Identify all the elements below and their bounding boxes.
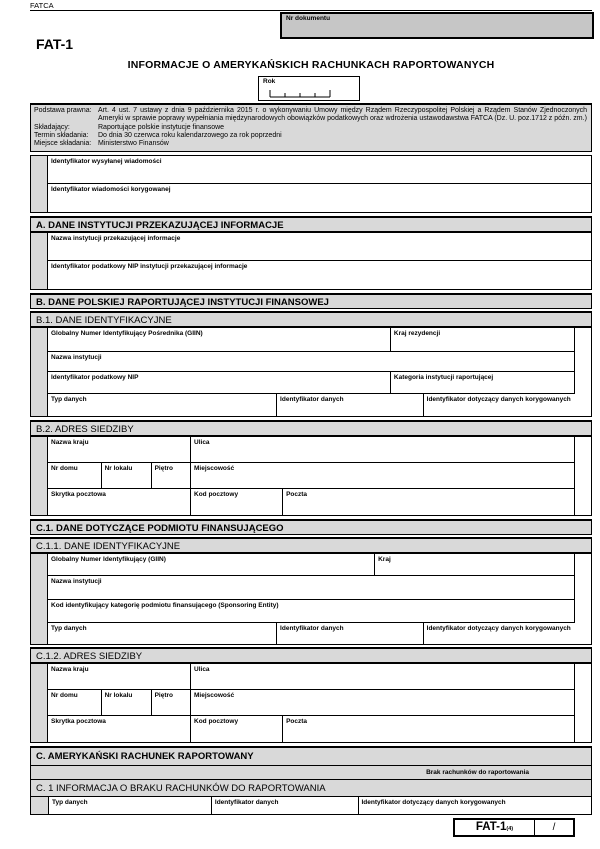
sent-message-id-label: Identyfikator wysyłanej wiadomości (51, 157, 162, 165)
section-c-1-header: C. 1 INFORMACJA O BRAKU RACHUNKÓW DO RAPORTOWANIA (31, 779, 591, 796)
b2-country-label: Nazwa kraju (51, 438, 89, 446)
b2-zip-label: Kod pocztowy (194, 490, 239, 498)
b1-data-corrected-field[interactable] (423, 394, 591, 416)
year-field[interactable] (258, 76, 360, 101)
group-left-strip (31, 554, 48, 644)
section-c12-header: C.1.2. ADRES SIEDZIBY (30, 647, 592, 663)
c11-data-corrected-label: Identyfikator dotyczący danych korygowanych (426, 624, 571, 632)
c-data-corrected-label: Identyfikator dotyczący danych korygowanych (361, 798, 506, 806)
fatca-label: FATCA (30, 1, 54, 10)
b2-city-label: Miejscowość (194, 464, 235, 472)
b1-nip-label: Identyfikator podatkowy NIP (51, 373, 139, 381)
group-left-strip (31, 664, 48, 742)
footer-page-cell: / (552, 822, 556, 834)
b2-city-field[interactable] (190, 463, 574, 488)
b1-giin-field[interactable] (48, 328, 390, 351)
corrected-message-id-label: Identyfikator wiadomości korygowanej (51, 185, 171, 193)
group-left-strip (31, 797, 48, 814)
c12-floor-label: Piętro (154, 691, 173, 699)
group-left-strip (31, 328, 48, 416)
c12-post-label: Poczta (286, 717, 308, 725)
legal-basis-value: Art. 4 ust. 7 ustawy z dnia 9 października 2015 r. o wykonywaniu Umowy między Rządem Rzeczypospolitej Polskiej a Rządem Stanów Zjednoczonych Ameryki w sprawie poprawy wypełniania międzynarodowych obowiązków podatkowych oraz wdrożenia ustawodawstwa FATCA (Dz. U. poz.1712 z późn. zm.) (98, 107, 587, 123)
section-b2-header: B.2. ADRES SIEDZIBY (30, 420, 592, 436)
c12-post-field[interactable] (282, 716, 574, 742)
year-tick-ruler (269, 89, 331, 98)
section-c11-header: C.1.1. DANE IDENTYFIKACYJNE (30, 537, 592, 553)
c11-institution-name-label: Nazwa instytucji (51, 577, 102, 585)
section-c-1-row (31, 796, 591, 814)
c11-data-id-field[interactable] (276, 623, 423, 644)
section-c12-group (30, 663, 592, 743)
year-label: Rok (263, 78, 276, 85)
a-institution-name-field[interactable] (48, 233, 591, 260)
c11-country-label: Kraj (378, 555, 391, 563)
c11-giin-field[interactable] (48, 554, 374, 575)
b1-giin-label: Globalny Numer Identyfikujący Pośrednika (GIIN) (51, 329, 203, 337)
page-footer (30, 818, 592, 837)
b2-street-field[interactable] (190, 437, 574, 462)
group-left-strip (31, 156, 48, 212)
legal-row-deadline (34, 132, 587, 140)
c12-zip-label: Kod pocztowy (194, 717, 239, 725)
b1-institution-name-field[interactable] (48, 352, 574, 371)
legal-filer-value: Raportujące polskie instytucje finansowe (98, 123, 225, 131)
c11-sponsoring-field[interactable] (48, 600, 574, 622)
c12-country-label: Nazwa kraju (51, 665, 89, 673)
c11-data-type-field[interactable] (48, 623, 276, 644)
c-data-type-label: Typ danych (52, 798, 88, 806)
footer-form-code: FAT-1(4) (455, 820, 535, 835)
c11-data-corrected-field[interactable] (423, 623, 591, 644)
form-title: INFORMACJE O AMERYKAŃSKICH RACHUNKACH RAPORTOWANYCH (127, 59, 495, 71)
b1-residence-country-label: Kraj rezydencji (393, 329, 441, 337)
c12-pobox-field[interactable] (48, 716, 190, 742)
b1-data-type-label: Typ danych (51, 395, 87, 403)
c12-city-field[interactable] (190, 690, 574, 715)
c12-unit-field[interactable] (101, 690, 151, 715)
b2-zip-field[interactable] (190, 489, 282, 515)
b2-post-field[interactable] (282, 489, 574, 515)
no-accounts-label: Brak rachunków do raportowania (426, 769, 529, 777)
b1-data-type-field[interactable] (48, 394, 276, 416)
section-a-header: A. DANE INSTYTUCJI PRZEKAZUJĄCEJ INFORMACJE (30, 216, 592, 232)
c12-house-field[interactable] (48, 690, 101, 715)
c-data-id-label: Identyfikator danych (214, 798, 279, 806)
b2-post-label: Poczta (286, 490, 308, 498)
b1-category-label: Kategoria instytucji raportującej (393, 373, 494, 381)
b2-unit-label: Nr lokalu (104, 464, 133, 472)
section-a-group (30, 232, 592, 290)
b2-pobox-label: Skrytka pocztowa (51, 490, 106, 498)
b1-institution-name-label: Nazwa instytucji (51, 353, 102, 361)
legal-place-value: Ministerstwo Finansów (98, 140, 169, 147)
group-left-strip (31, 233, 48, 289)
b2-pobox-field[interactable] (48, 489, 190, 515)
legal-deadline-label: Termin składania: (34, 131, 89, 139)
c12-street-field[interactable] (190, 664, 574, 689)
b2-house-field[interactable] (48, 463, 101, 488)
b2-floor-label: Piętro (154, 464, 173, 472)
c11-data-type-label: Typ danych (51, 624, 87, 632)
c12-zip-field[interactable] (190, 716, 282, 742)
legal-info-box (30, 103, 592, 152)
section-b2-group (30, 436, 592, 516)
b1-nip-field[interactable] (48, 372, 390, 393)
b1-data-id-field[interactable] (276, 394, 423, 416)
c12-house-label: Nr domu (51, 691, 78, 699)
message-ids-group (30, 155, 592, 213)
b1-category-field[interactable] (390, 372, 574, 393)
c-data-corrected-field[interactable] (358, 797, 591, 814)
top-rule (30, 10, 592, 11)
c11-institution-name-field[interactable] (48, 576, 574, 599)
form-code: FAT-1 (36, 36, 74, 52)
c12-country-field[interactable] (48, 664, 190, 689)
b2-house-label: Nr domu (51, 464, 78, 472)
c-data-type-field[interactable] (48, 797, 211, 814)
c11-sponsoring-label: Kod identyfikujący kategorię podmiotu finansującego (Sponsoring Entity) (51, 601, 279, 609)
c11-giin-label: Globalny Numer Identyfikujący (GIIN) (51, 555, 166, 563)
legal-row-basis (34, 107, 587, 124)
a-institution-name-label: Nazwa instytucji przekazującej informacje (51, 234, 181, 242)
legal-basis-label: Podstawa prawna: (34, 107, 92, 114)
c12-unit-label: Nr lokalu (104, 691, 133, 699)
c12-floor-field[interactable] (151, 690, 190, 715)
c12-city-label: Miejscowość (194, 691, 235, 699)
c11-country-field[interactable] (374, 554, 574, 575)
b2-country-field[interactable] (48, 437, 190, 462)
a-nip-label: Identyfikator podatkowy NIP instytucji przekazującej informacje (51, 262, 248, 270)
section-c-block (30, 746, 592, 815)
legal-deadline-value: Do dnia 30 czerwca roku kalendarzowego za rok poprzedni (98, 131, 282, 139)
doc-number-label: Nr dokumentu (286, 15, 331, 22)
sent-message-id-field[interactable] (48, 156, 591, 183)
footer-form-code-box (453, 818, 575, 837)
a-nip-field[interactable] (48, 261, 591, 289)
section-c11-group (30, 553, 592, 645)
b1-residence-country-field[interactable] (390, 328, 574, 351)
c12-pobox-label: Skrytka pocztowa (51, 717, 106, 725)
doc-number-field[interactable] (280, 12, 594, 39)
b1-data-corrected-label: Identyfikator dotyczący danych korygowanych (426, 395, 571, 403)
footer-form-version: (4) (506, 826, 514, 833)
section-c-header: C. AMERYKAŃSKI RACHUNEK RAPORTOWANY (31, 748, 591, 766)
section-b-header: B. DANE POLSKIEJ RAPORTUJĄCEJ INSTYTUCJI FINANSOWEJ (30, 293, 592, 309)
b2-street-label: Ulica (194, 438, 210, 446)
b1-data-id-label: Identyfikator danych (280, 395, 344, 403)
legal-row-place (34, 140, 587, 148)
b2-floor-field[interactable] (151, 463, 190, 488)
group-left-strip (31, 437, 48, 515)
c11-data-id-label: Identyfikator danych (280, 624, 344, 632)
legal-row-filer (34, 124, 587, 132)
c12-street-label: Ulica (194, 665, 210, 673)
section-c1-header: C.1. DANE DOTYCZĄCE PODMIOTU FINANSUJĄCEGO (30, 519, 592, 535)
legal-filer-label: Składający: (34, 123, 70, 131)
section-b1-group (30, 327, 592, 417)
section-b1-header: B.1. DANE IDENTYFIKACYJNE (30, 311, 592, 327)
b2-unit-field[interactable] (101, 463, 151, 488)
c-data-id-field[interactable] (211, 797, 358, 814)
corrected-message-id-field[interactable] (48, 184, 591, 212)
legal-place-label: Miejsce składania: (34, 140, 92, 147)
